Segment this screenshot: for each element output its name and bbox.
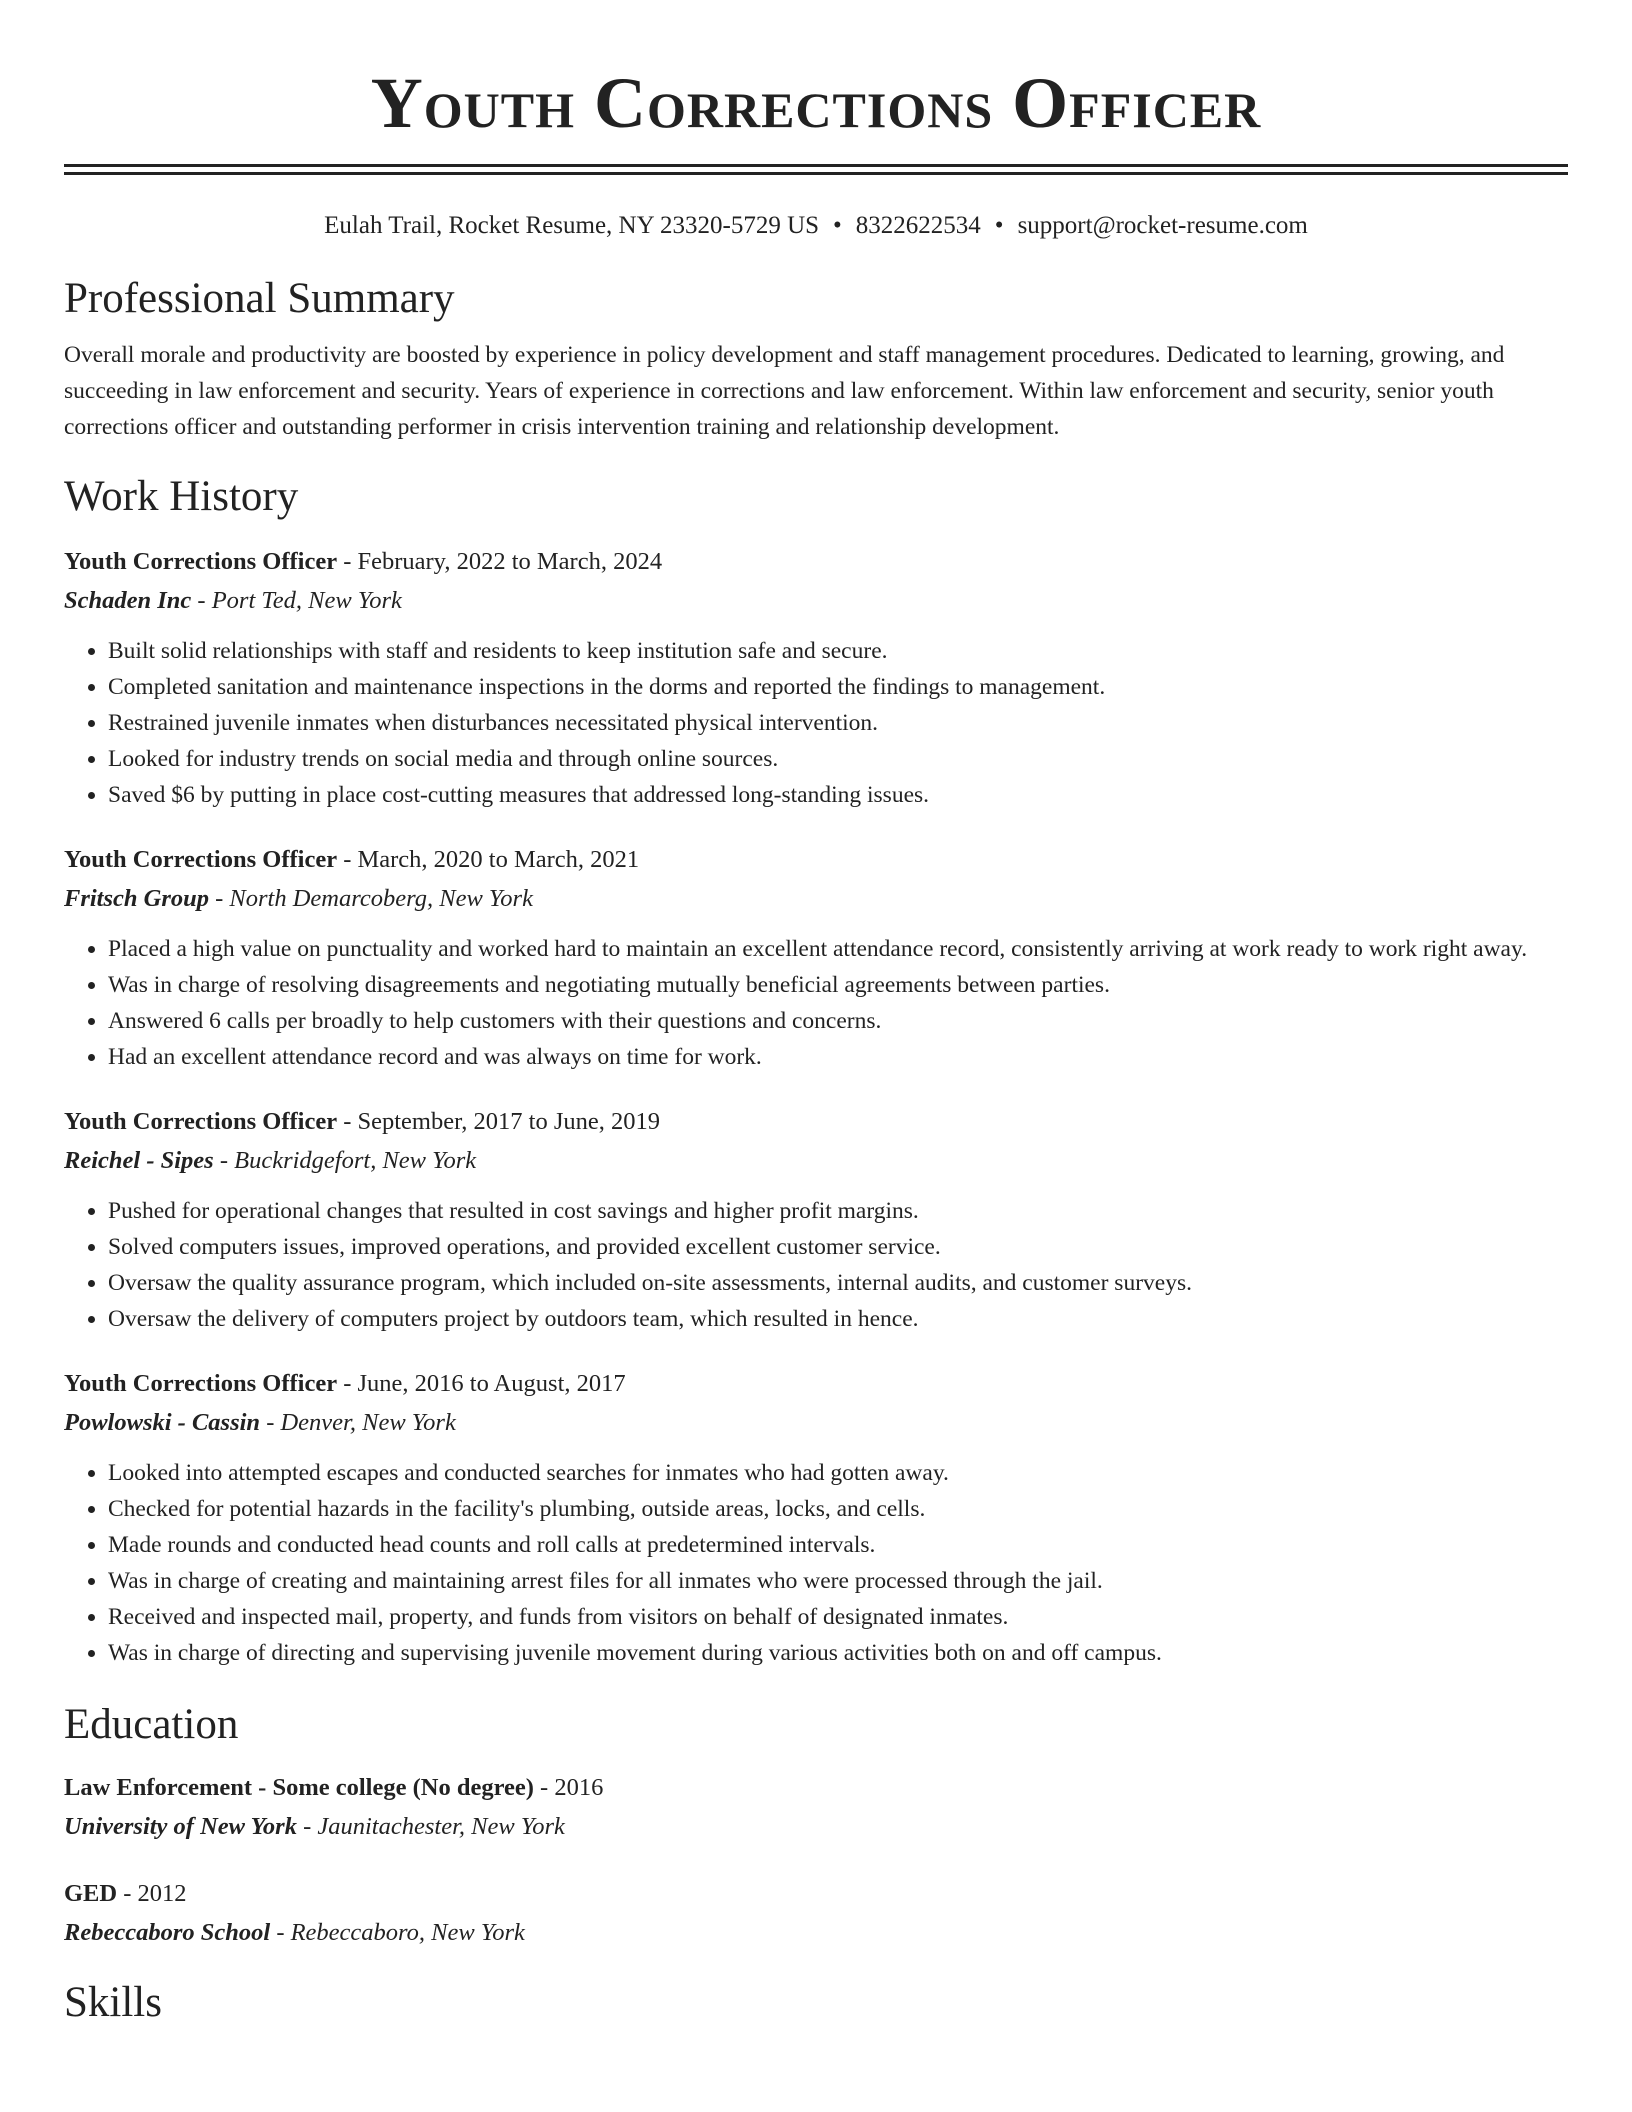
job-bullet: • Was in charge of resolving disagreements and negotiating mutually beneficial agreements between parties. — [108, 967, 1568, 1003]
employer-line — [64, 1141, 1568, 1181]
degree-line — [64, 1875, 1568, 1913]
job-bullet: • Answered 6 calls per broadly to help customers with their questions and concerns. — [108, 1003, 1568, 1039]
job-title-line — [64, 1103, 1568, 1141]
job-bullets — [64, 1193, 1568, 1337]
job-title-line — [64, 841, 1568, 879]
job-bullet: • Looked for industry trends on social media and through online sources. — [108, 741, 1568, 777]
school-line — [64, 1913, 1568, 1953]
job-bullet: • Checked for potential hazards in the facility's plumbing, outside areas, locks, and cells. — [108, 1491, 1568, 1527]
job-bullet: • Was in charge of directing and supervising juvenile movement during various activities both on and off campus. — [108, 1635, 1568, 1671]
employer-location: - Buckridgefort, New York — [213, 1147, 477, 1174]
contact-phone: 8322622534 — [855, 212, 981, 239]
contact-separator: • — [833, 212, 842, 239]
job-bullet: • Restrained juvenile inmates when disturbances necessitated physical intervention. — [108, 705, 1568, 741]
contact-address: Eulah Trail, Rocket Resume, NY 23320-5729 US — [324, 212, 820, 239]
degree-year: - 2016 — [533, 1774, 604, 1801]
school-line — [64, 1807, 1568, 1847]
skills-heading: Skills — [64, 1979, 162, 2026]
employer-line — [64, 879, 1568, 919]
degree-name: Law Enforcement - Some college (No degree) — [64, 1774, 534, 1801]
resume-page — [64, 0, 1568, 2031]
job-role: Youth Corrections Officer — [64, 1370, 338, 1397]
job-bullets — [64, 633, 1568, 813]
job-bullet: • Oversaw the quality assurance program, which included on-site assessments, internal audits, and customer surveys. — [108, 1265, 1568, 1301]
job-entry — [64, 841, 1568, 1075]
contact-email[interactable]: support@rocket-resume.com — [1017, 212, 1308, 239]
education-entry — [64, 1769, 1568, 1847]
job-role: Youth Corrections Officer — [64, 846, 338, 873]
job-role: Youth Corrections Officer — [64, 548, 338, 575]
job-title-line — [64, 1365, 1568, 1403]
degree-year: - 2012 — [117, 1880, 187, 1907]
job-entry — [64, 543, 1568, 813]
education-heading: Education — [64, 1701, 239, 1748]
job-bullet: • Saved $6 by putting in place cost-cutting measures that addressed long-standing issues. — [108, 777, 1568, 813]
job-title-line — [64, 543, 1568, 581]
job-bullet: • Had an excellent attendance record and was always on time for work. — [108, 1039, 1568, 1075]
job-bullet: • Oversaw the delivery of computers project by outdoors team, which resulted in hence. — [108, 1301, 1568, 1337]
school-name: Rebeccaboro School — [64, 1919, 271, 1946]
job-dates: - March, 2020 to March, 2021 — [337, 846, 640, 873]
job-bullet: • Pushed for operational changes that resulted in cost savings and higher profit margins. — [108, 1193, 1568, 1229]
job-bullets — [64, 1455, 1568, 1671]
employer-location: - Port Ted, New York — [191, 587, 402, 614]
employer-line — [64, 581, 1568, 621]
education-entry — [64, 1875, 1568, 1953]
job-bullet: • Completed sanitation and maintenance inspections in the dorms and reported the findings to management. — [108, 669, 1568, 705]
contact-separator: • — [994, 212, 1004, 239]
contact-line — [64, 209, 1568, 243]
job-bullets — [64, 931, 1568, 1075]
job-dates: - February, 2022 to March, 2024 — [337, 548, 663, 575]
job-bullet: • Looked into attempted escapes and conducted searches for inmates who had gotten away. — [108, 1455, 1568, 1491]
job-bullet: • Was in charge of creating and maintaining arrest files for all inmates who were processed through the jail. — [108, 1563, 1568, 1599]
job-bullet: • Placed a high value on punctuality and worked hard to maintain an excellent attendance record, consistently arriving at work ready to work right away. — [108, 931, 1568, 967]
school-location: - Rebeccaboro, New York — [270, 1919, 525, 1946]
employer-name: Powlowski - Cassin — [64, 1409, 261, 1436]
employer-name: Reichel - Sipes — [64, 1147, 214, 1174]
summary-text: Overall morale and productivity are boosted by experience in policy development and staff management procedures. Dedicated to learning, growing, and succeeding in law enforcement and security. Years of experience in corrections and law enforcement. Within law enforcement and security, senior youth corrections officer and outstanding performer in crisis intervention training and relationship development. — [64, 342, 1505, 440]
degree-line — [64, 1769, 1568, 1807]
employer-location: - North Demarcoberg, New York — [209, 885, 533, 912]
job-entry — [64, 1103, 1568, 1337]
job-bullet: • Received and inspected mail, property, and funds from visitors on behalf of designated inmates. — [108, 1599, 1568, 1635]
job-bullet: • Solved computers issues, improved operations, and provided excellent customer service. — [108, 1229, 1568, 1265]
resume-title: Youth Corrections Officer — [370, 63, 1262, 143]
school-location: - Jaunitachester, New York — [296, 1813, 565, 1840]
job-bullet: • Built solid relationships with staff and residents to keep institution safe and secure. — [108, 633, 1568, 669]
employer-line — [64, 1403, 1568, 1443]
work-history-heading: Work History — [64, 473, 299, 520]
job-bullet: • Made rounds and conducted head counts and roll calls at predetermined intervals. — [108, 1527, 1568, 1563]
employer-name: Fritsch Group — [64, 885, 210, 912]
job-entry — [64, 1365, 1568, 1671]
employer-name: Schaden Inc — [64, 587, 192, 614]
summary-heading: Professional Summary — [64, 275, 455, 322]
job-role: Youth Corrections Officer — [64, 1108, 338, 1135]
job-dates: - September, 2017 to June, 2019 — [337, 1108, 660, 1135]
degree-name: GED — [64, 1880, 118, 1907]
school-name: University of New York — [64, 1813, 297, 1840]
employer-location: - Denver, New York — [260, 1409, 456, 1436]
job-dates: - June, 2016 to August, 2017 — [337, 1370, 626, 1397]
title-divider — [64, 164, 1568, 175]
